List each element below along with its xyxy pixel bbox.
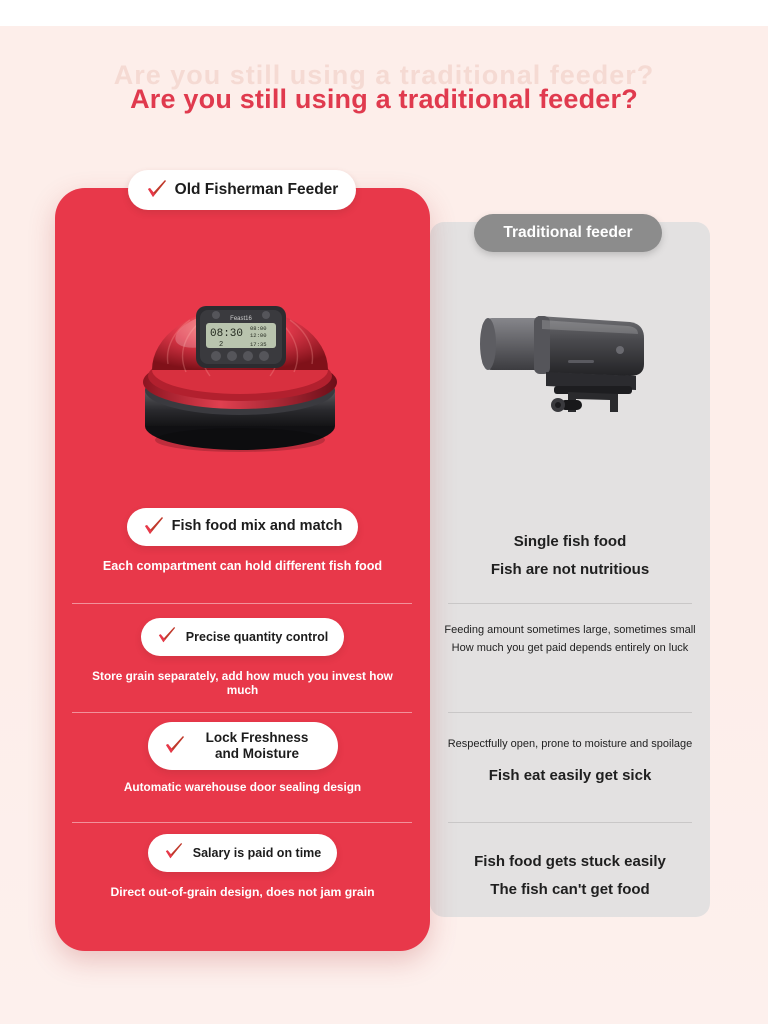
- check-icon: [164, 736, 186, 756]
- feature-3: [75, 722, 410, 794]
- badge-label: Old Fisherman Feeder: [174, 180, 339, 198]
- right-block-4-line-2: The fish can't get food: [490, 880, 650, 898]
- page-title: Are you still using a traditional feeder?: [130, 84, 638, 114]
- right-block-4: [440, 848, 700, 904]
- badge-label: Traditional feeder: [503, 224, 633, 241]
- old-feeder-product-image: [120, 258, 360, 463]
- right-block-2-line-2: How much you get paid depends entirely on luck: [451, 641, 689, 654]
- feature-4: [75, 834, 410, 899]
- badge-traditional-feeder: [474, 214, 662, 252]
- ghost-title: Are you still using a traditional feeder?: [113, 60, 655, 90]
- check-icon: [157, 627, 179, 647]
- svg-text:17:35: 17:35: [250, 341, 267, 348]
- check-icon: [143, 517, 165, 537]
- svg-text:2: 2: [219, 341, 224, 349]
- check-icon: [164, 843, 186, 863]
- right-divider-1: [448, 603, 692, 604]
- feature-3-desc: Automatic warehouse door sealing design: [123, 780, 362, 794]
- right-block-3: [440, 736, 700, 789]
- right-block-1-line-1: Single fish food: [513, 533, 627, 550]
- feature-1-label: Fish food mix and match: [171, 518, 343, 535]
- svg-text:Feast16: Feast16: [230, 316, 252, 322]
- feature-4-desc: Direct out-of-grain design, does not jam grain: [110, 885, 375, 899]
- right-block-2-line-1: Feeding amount sometimes large, sometimes small: [444, 624, 696, 636]
- feature-1-desc: Each compartment can hold different fish food: [102, 559, 383, 573]
- feature-4-label: Salary is paid on time: [192, 845, 322, 860]
- left-divider-3: [72, 822, 412, 823]
- right-block-3-line-2: Fish eat easily get sick: [488, 766, 652, 784]
- right-divider-3: [448, 822, 692, 823]
- left-divider-1: [72, 603, 412, 604]
- right-divider-2: [448, 712, 692, 713]
- feature-1-badge: [127, 508, 359, 546]
- feature-2-label: Precise quantity control: [185, 629, 329, 644]
- left-divider-2: [72, 712, 412, 713]
- feature-1: [75, 508, 410, 573]
- right-block-2: [440, 622, 700, 657]
- svg-text:12:00: 12:00: [250, 332, 267, 339]
- feature-3-badge: [148, 722, 338, 770]
- traditional-feeder-product-image: [468, 300, 668, 440]
- feature-4-badge: [148, 834, 338, 872]
- feature-2: [75, 618, 410, 697]
- right-block-1-line-2: Fish are not nutritious: [490, 560, 650, 578]
- svg-text:08:30: 08:30: [210, 328, 244, 340]
- svg-text:08:00: 08:00: [250, 325, 267, 332]
- check-icon: [146, 180, 168, 200]
- feature-2-badge: [141, 618, 344, 656]
- badge-old-fisherman-feeder: [128, 170, 356, 210]
- right-block-3-line-1: Respectfully open, prone to moisture and spoilage: [447, 738, 693, 750]
- feature-3-label: Lock Freshness and Moisture: [205, 730, 309, 761]
- feature-2-desc: Store grain separately, add how much you invest how much: [92, 669, 393, 697]
- right-block-1: [440, 528, 700, 584]
- right-block-4-line-1: Fish food gets stuck easily: [474, 853, 666, 870]
